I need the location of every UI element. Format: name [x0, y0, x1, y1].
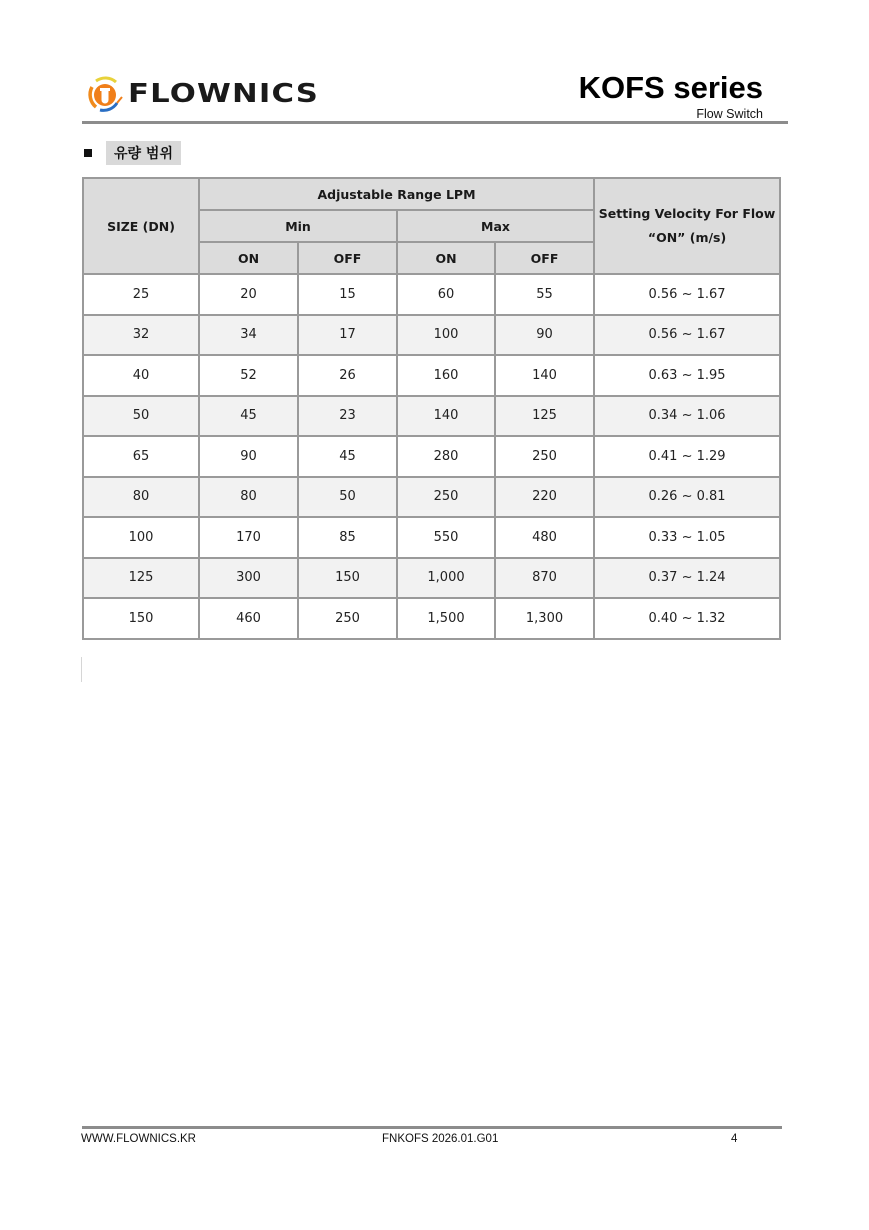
footer-divider [82, 1126, 782, 1129]
cell-min-on: 300 [199, 558, 298, 599]
cell-min-on: 460 [199, 598, 298, 639]
table-row [83, 477, 780, 518]
cell-min-off: 17 [298, 315, 397, 356]
cell-velocity: 0.63 ~ 1.95 [594, 355, 780, 396]
cell-max-on: 250 [397, 477, 495, 518]
cell-min-off: 150 [298, 558, 397, 599]
cell-max-on: 280 [397, 436, 495, 477]
table-row [83, 558, 780, 599]
series-title: KOFS series [578, 70, 763, 105]
cell-size: 32 [83, 315, 199, 356]
header-divider [82, 121, 788, 124]
cell-velocity: 0.37 ~ 1.24 [594, 558, 780, 599]
header-size: SIZE (DN) [83, 178, 199, 274]
cell-max-off: 125 [495, 396, 594, 437]
header-min: Min [199, 210, 397, 242]
table-row [83, 598, 780, 639]
cell-max-off: 55 [495, 274, 594, 315]
cell-max-off: 1,300 [495, 598, 594, 639]
section-title: 유량 범위 [106, 141, 181, 165]
cell-min-off: 26 [298, 355, 397, 396]
section-heading [84, 141, 181, 165]
header-min-on: ON [199, 242, 298, 274]
cell-min-off: 85 [298, 517, 397, 558]
footer-doc-code: FNKOFS 2026.01.G01 [382, 1133, 499, 1145]
flownics-logo [86, 74, 320, 114]
cell-size: 65 [83, 436, 199, 477]
cell-max-on: 100 [397, 315, 495, 356]
cell-min-on: 34 [199, 315, 298, 356]
header-min-off: OFF [298, 242, 397, 274]
cell-velocity: 0.33 ~ 1.05 [594, 517, 780, 558]
cell-velocity: 0.34 ~ 1.06 [594, 396, 780, 437]
header-velocity-line1: Setting Velocity For Flow [598, 206, 776, 221]
cell-min-on: 52 [199, 355, 298, 396]
cell-size: 150 [83, 598, 199, 639]
cell-min-off: 15 [298, 274, 397, 315]
cell-velocity: 0.40 ~ 1.32 [594, 598, 780, 639]
table-row [83, 355, 780, 396]
cell-min-off: 50 [298, 477, 397, 518]
cell-max-on: 60 [397, 274, 495, 315]
table-row [83, 517, 780, 558]
cell-min-on: 20 [199, 274, 298, 315]
cell-max-on: 550 [397, 517, 495, 558]
cell-min-on: 90 [199, 436, 298, 477]
header-max-off: OFF [495, 242, 594, 274]
cell-size: 125 [83, 558, 199, 599]
cell-min-off: 23 [298, 396, 397, 437]
logo-wordmark: FLOWNICS [128, 79, 320, 109]
footer-website: WWW.FLOWNICS.KR [81, 1133, 196, 1145]
cell-max-on: 1,500 [397, 598, 495, 639]
table-row [83, 396, 780, 437]
cell-size: 50 [83, 396, 199, 437]
cell-max-on: 1,000 [397, 558, 495, 599]
cell-velocity: 0.26 ~ 0.81 [594, 477, 780, 518]
cell-max-off: 870 [495, 558, 594, 599]
cell-max-off: 250 [495, 436, 594, 477]
cell-size: 80 [83, 477, 199, 518]
cell-velocity: 0.56 ~ 1.67 [594, 315, 780, 356]
header-max: Max [397, 210, 594, 242]
cell-size: 100 [83, 517, 199, 558]
cell-min-off: 45 [298, 436, 397, 477]
cell-max-off: 480 [495, 517, 594, 558]
cell-max-off: 220 [495, 477, 594, 518]
cell-min-on: 170 [199, 517, 298, 558]
cell-min-off: 250 [298, 598, 397, 639]
cell-min-on: 45 [199, 396, 298, 437]
series-subtitle: Flow Switch [696, 107, 763, 121]
header-velocity-line2: “ON” (m/s) [647, 230, 727, 245]
header-max-on: ON [397, 242, 495, 274]
flownics-logo-icon [86, 75, 124, 113]
margin-mark [81, 657, 82, 682]
page-number: 4 [731, 1133, 738, 1145]
cell-max-on: 140 [397, 396, 495, 437]
table-row [83, 274, 780, 315]
table-row [83, 436, 780, 477]
cell-size: 40 [83, 355, 199, 396]
cell-max-on: 160 [397, 355, 495, 396]
cell-min-on: 80 [199, 477, 298, 518]
square-bullet-icon [84, 149, 92, 157]
cell-size: 25 [83, 274, 199, 315]
header-setting-velocity [594, 178, 780, 274]
flow-range-table [82, 177, 781, 640]
table-row [83, 315, 780, 356]
cell-velocity: 0.56 ~ 1.67 [594, 274, 780, 315]
header-adjustable-range: Adjustable Range LPM [199, 178, 594, 210]
cell-max-off: 90 [495, 315, 594, 356]
cell-velocity: 0.41 ~ 1.29 [594, 436, 780, 477]
cell-max-off: 140 [495, 355, 594, 396]
